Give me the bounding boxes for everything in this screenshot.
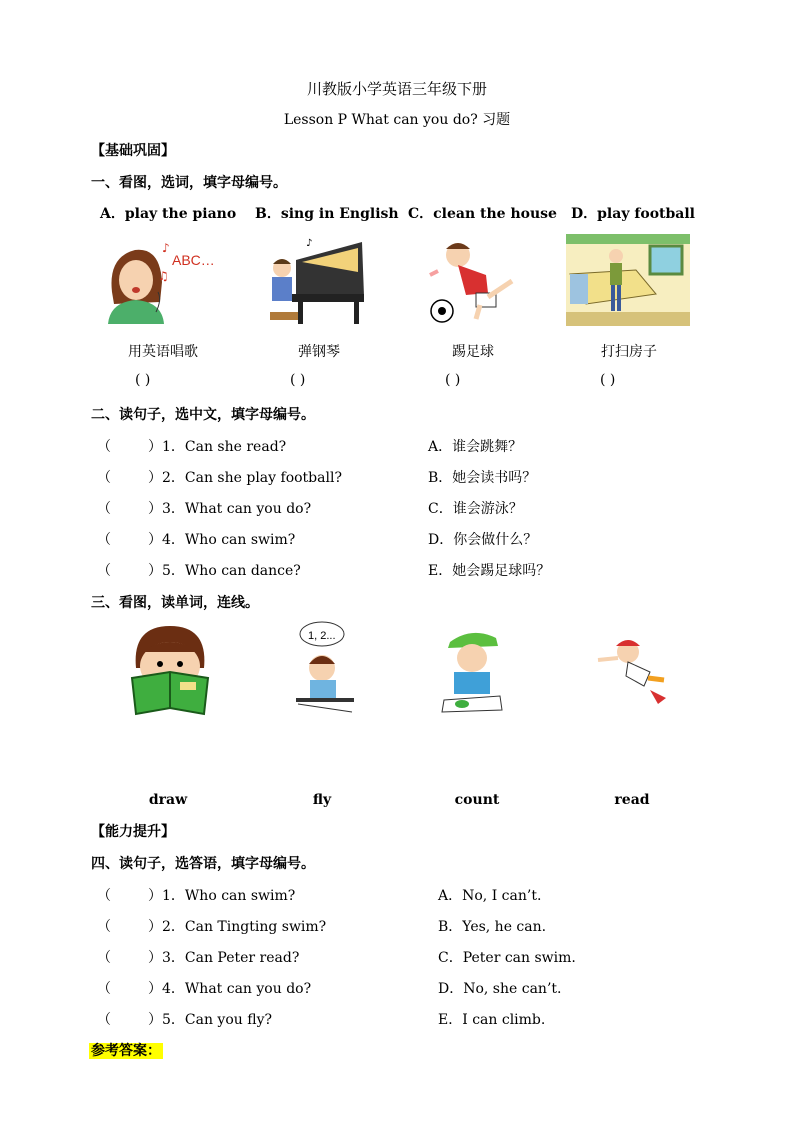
answer-key-label: 参考答案： xyxy=(91,1043,161,1059)
boy-counting-icon xyxy=(294,620,356,716)
boy-drawing-icon xyxy=(440,626,504,714)
q4-question-5[interactable]: ）5．Can you fly? xyxy=(148,1012,272,1028)
q4-question-2[interactable]: ）2．Can Tingting swim? xyxy=(148,919,327,935)
section-advanced: 【能力提升】 xyxy=(91,824,175,840)
q1-caption-1: 用英语唱歌 xyxy=(128,344,198,360)
q4-question-1[interactable]: ）1．Who can swim? xyxy=(148,888,296,904)
q1-option-a: A．play the piano xyxy=(100,206,237,222)
boy-reading-book-icon xyxy=(128,622,210,716)
boy-cleaning-room-icon xyxy=(566,234,690,326)
boy-football-icon xyxy=(428,235,518,325)
q4-answer-c: C．Peter can swim. xyxy=(438,950,576,966)
word-count[interactable]: count xyxy=(454,792,500,808)
word-draw[interactable]: draw xyxy=(148,792,188,808)
q2-open-1: （ xyxy=(97,439,111,455)
q4-open-1: （ xyxy=(97,888,111,904)
svg-text:♪: ♪ xyxy=(162,241,170,255)
q1-blank-1[interactable]: ( ) xyxy=(135,372,151,388)
q1-blank-2[interactable]: ( ) xyxy=(290,372,306,388)
q4-open-2: （ xyxy=(97,919,111,935)
q4-open-5: （ xyxy=(97,1012,111,1028)
q1-option-d: D．play football xyxy=(571,206,695,222)
boy-piano-icon xyxy=(266,232,368,326)
q2-question-3[interactable]: ）3．What can you do? xyxy=(148,501,312,517)
q2-open-2: （ xyxy=(97,470,111,486)
boy-flying-icon xyxy=(594,630,674,710)
q1-heading: 一、看图，选词，填字母编号。 xyxy=(91,175,287,191)
q1-option-b: B．sing in English xyxy=(255,206,399,222)
page-title: 川教版小学英语三年级下册 xyxy=(306,80,487,98)
q4-open-4: （ xyxy=(97,981,111,997)
q4-answer-e: E．I can climb. xyxy=(438,1012,546,1028)
q2-answer-b: B．她会读书吗？ xyxy=(428,470,537,486)
q2-answer-d: D．你会做什么？ xyxy=(428,532,538,548)
q1-blank-3[interactable]: ( ) xyxy=(445,372,461,388)
q3-heading: 三、看图，读单词，连线。 xyxy=(91,595,259,611)
q1-blank-4[interactable]: ( ) xyxy=(600,372,616,388)
q4-question-4[interactable]: ）4．What can you do? xyxy=(148,981,312,997)
q4-question-3[interactable]: ）3．Can Peter read? xyxy=(148,950,300,966)
q2-answer-a: A．谁会跳舞？ xyxy=(428,439,523,455)
svg-text:♫: ♫ xyxy=(158,269,169,283)
singing-bubble: ABC… xyxy=(172,252,215,268)
q4-answer-b: B．Yes, he can. xyxy=(438,919,547,935)
page-subtitle: Lesson P What can you do? 习题 xyxy=(283,112,511,128)
counting-bubble: 1, 2... xyxy=(308,630,336,642)
section-basic: 【基础巩固】 xyxy=(91,143,175,159)
q4-heading: 四、读句子，选答语，填字母编号。 xyxy=(91,856,315,872)
q2-answer-e: E．她会踢足球吗？ xyxy=(428,563,551,579)
q4-open-3: （ xyxy=(97,950,111,966)
q1-caption-3: 踢足球 xyxy=(452,344,494,360)
word-read[interactable]: read xyxy=(614,792,650,808)
q4-answer-a: A．No, I can’t. xyxy=(438,888,542,904)
q2-question-4[interactable]: ）4．Who can swim? xyxy=(148,532,296,548)
word-fly[interactable]: fly xyxy=(312,792,332,808)
q2-question-5[interactable]: ）5．Who can dance? xyxy=(148,563,301,579)
girl-singing-icon xyxy=(100,232,230,324)
q2-open-3: （ xyxy=(97,501,111,517)
q4-answer-d: D．No, she can’t. xyxy=(438,981,562,997)
answer-key-heading xyxy=(89,1040,163,1060)
q1-caption-4: 打扫房子 xyxy=(601,344,657,360)
q2-answer-c: C．谁会游泳？ xyxy=(428,501,523,517)
q2-open-4: （ xyxy=(97,532,111,548)
q1-caption-2: 弹钢琴 xyxy=(298,344,340,360)
q2-heading: 二、读句子，选中文，填字母编号。 xyxy=(91,407,315,423)
q2-question-2[interactable]: ）2．Can she play football? xyxy=(148,470,342,486)
q2-question-1[interactable]: ）1．Can she read? xyxy=(148,439,287,455)
svg-text:♪: ♪ xyxy=(306,238,313,249)
q1-option-c: C．clean the house xyxy=(408,206,557,222)
q2-open-5: （ xyxy=(97,563,111,579)
